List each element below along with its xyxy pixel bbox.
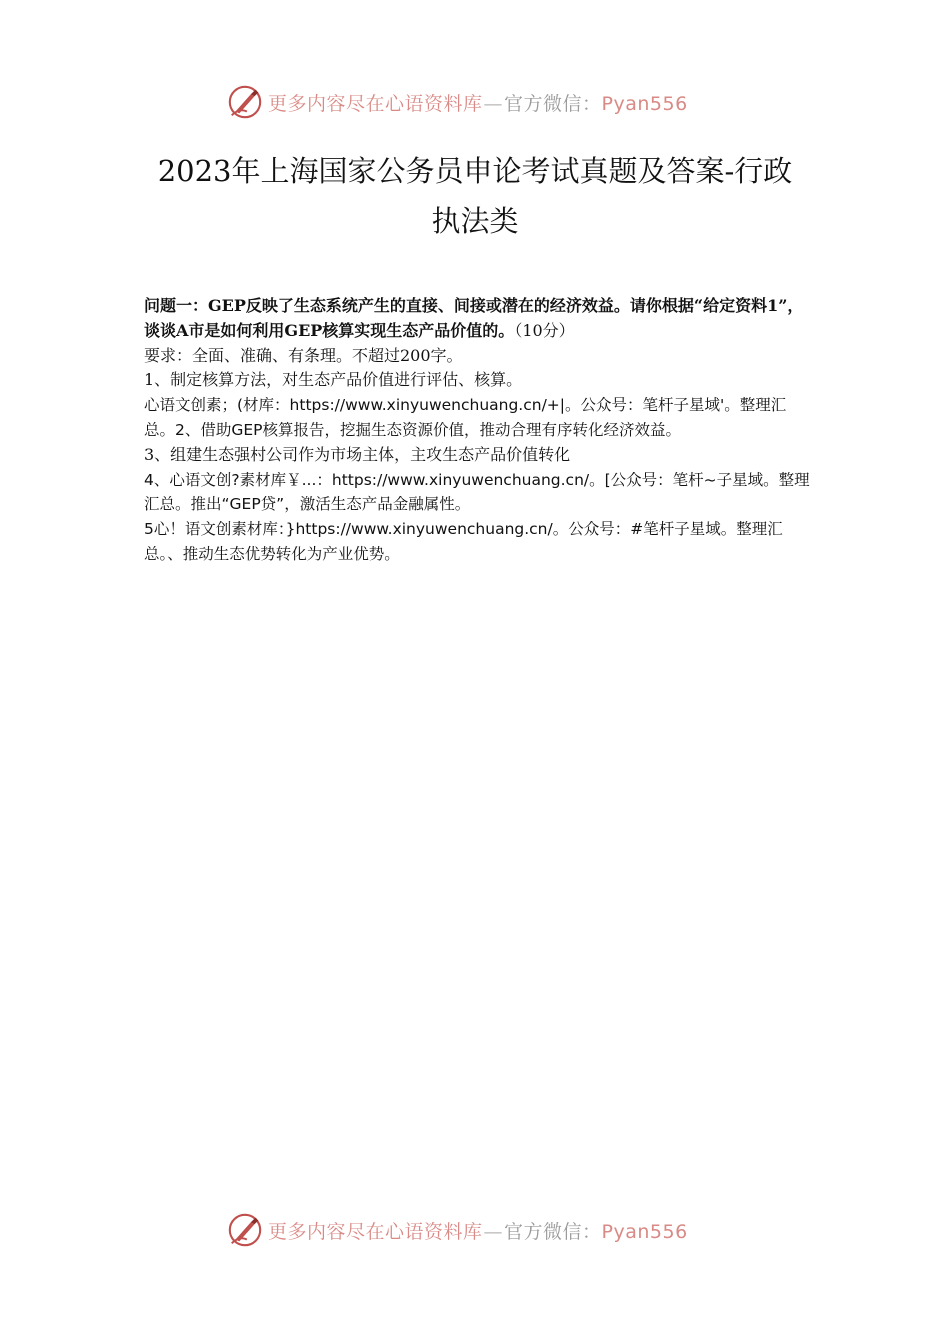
question-score: （10分） [514,320,575,340]
answer-point-3: 3、组建生态强村公司作为市场主体，主攻生态产品价值转化 [144,444,571,464]
answer-point-5: 5心！语文创素材库：}https://www.xinyuwenchuang.cn/。公众号：#笔杆子星域。整理汇总。、推动生态优势转化为产业优势。 [144,520,783,563]
footer-brand-id: Pyan556 [601,1220,688,1243]
document-title [120,146,830,246]
header-brand-main: 更多内容尽在心语资料库 [268,92,483,115]
footer-watermark [226,1210,746,1250]
question-text: 问题一：GEP反映了生态系统产生的直接、间接或潜在的经济效益。请你根据“给定资料1”，谈谈A市是如何利用GEP核算实现生态产品价值的。 [144,296,804,340]
question-paragraph [144,294,812,344]
header-brand-id: Pyan556 [601,92,688,115]
answer-point-2: 心语文创素；(材库：https://www.xinyuwenchuang.cn/+|。公众号：笔杆子星域'。整理汇总。2、借助GEP核算报告，挖掘生态资源价值，推动合理有序转化经济效益。 [144,396,787,439]
title-line-2: 执法类 [431,204,519,238]
pen-logo-icon [226,83,264,121]
header-brand-text [268,89,688,116]
footer-brand-main: 更多内容尽在心语资料库 [268,1220,483,1243]
footer-brand-sub: 官方微信： [504,1220,602,1243]
footer-brand-text [268,1217,688,1244]
footer-brand-dash: — [483,1220,504,1243]
pen-logo-icon [226,1211,264,1249]
document-body [144,294,812,567]
requirement-text: 要求：全面、准确、有条理。不超过200字。 [144,345,463,365]
answer-point-4: 4、心语文创?素材库￥...：https://www.xinyuwenchuang.cn/。[公众号：笔杆~子星域。整理汇总。推出“GEP贷”，激活生态产品金融属性。 [144,470,810,514]
answer-point-1: 1、制定核算方法，对生态产品价值进行评估、核算。 [144,370,523,390]
header-brand-dash: — [483,92,504,115]
header-watermark [226,82,746,122]
title-line-1: 2023年上海国家公务员申论考试真题及答案-行政 [157,154,793,188]
header-brand-sub: 官方微信： [504,92,602,115]
